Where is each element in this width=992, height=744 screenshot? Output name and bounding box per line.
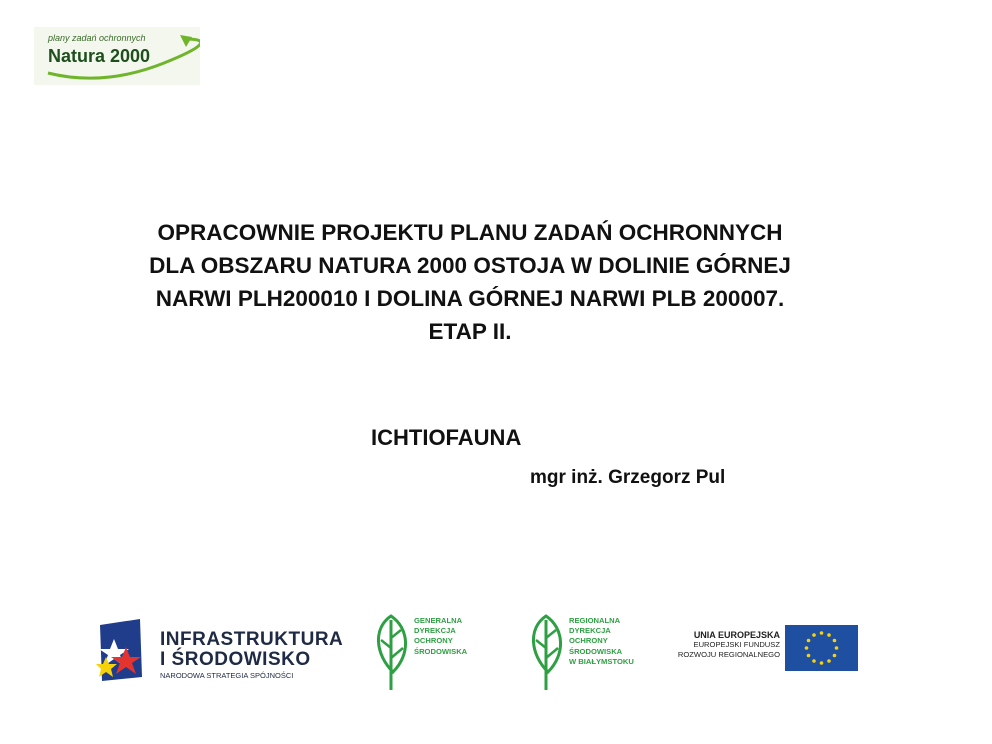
eu-star [812,659,816,663]
title-line: DLA OBSZARU NATURA 2000 OSTOJA W DOLINIE GÓRNEJ [149,253,791,278]
eu-line2: EUROPEJSKI FUNDUSZ [693,640,780,649]
natura-small-text: plany zadań ochronnych [48,33,146,43]
rdos-logo [524,612,634,692]
eu-star [820,661,824,665]
rdos-line: REGIONALNA [569,616,621,625]
rdos-line: W BIAŁYMSTOKU [569,656,634,666]
gdos-logo [369,612,479,692]
eu-flag-icon [785,625,858,671]
is-line2: I ŚRODOWISKO [160,649,311,670]
eu-line1: UNIA EUROPEJSKA [693,630,780,640]
title-line: OPRACOWNIE PROJEKTU PLANU ZADAŃ OCHRONNYCH [157,220,783,245]
infrastruktura-srodowisko-logo [96,617,344,687]
eu-star [807,654,811,658]
natura-big-text: Natura 2000 [48,46,151,66]
title-line: NARWI PLH200010 I DOLINA GÓRNEJ NARWI PLB 200007. [155,286,785,311]
eu-star [812,633,816,637]
eu-star [805,646,809,650]
leaf-icon [369,612,413,692]
gdos-text [414,616,467,657]
leaf-icon [524,612,568,692]
rdos-line: ŚRODOWISKA [569,646,623,656]
document-title [60,216,880,348]
author-name: mgr inż. Grzegorz Pul [530,467,726,488]
rdos-text [569,616,634,667]
eu-star [835,646,839,650]
eu-line3: ROZWOJU REGIONALNEGO [677,650,780,659]
rdos-line: DYREKCJA [569,626,611,636]
eu-star [827,633,831,637]
subject-heading: ICHTIOFAUNA [371,425,522,450]
eu-text [678,630,780,660]
eu-star [820,631,824,635]
gdos-line: ŚRODOWISKA [414,646,468,656]
is-line1: INFRASTRUKTURA [160,629,344,650]
is-line3: NARODOWA STRATEGIA SPÓJNOŚCI [160,671,294,680]
star-flag-icon [96,617,156,687]
gdos-line: GENERALNA [414,616,463,625]
title-line: ETAP II. [428,319,512,344]
gdos-line: DYREKCJA [414,626,456,636]
natura-2000-logo [34,27,200,85]
rdos-line: OCHRONY [569,636,608,646]
eu-star [833,639,837,643]
eu-star [827,659,831,663]
eu-star [807,639,811,643]
gdos-line: OCHRONY [414,636,453,646]
eu-star [833,654,837,658]
eu-logo [662,624,862,672]
